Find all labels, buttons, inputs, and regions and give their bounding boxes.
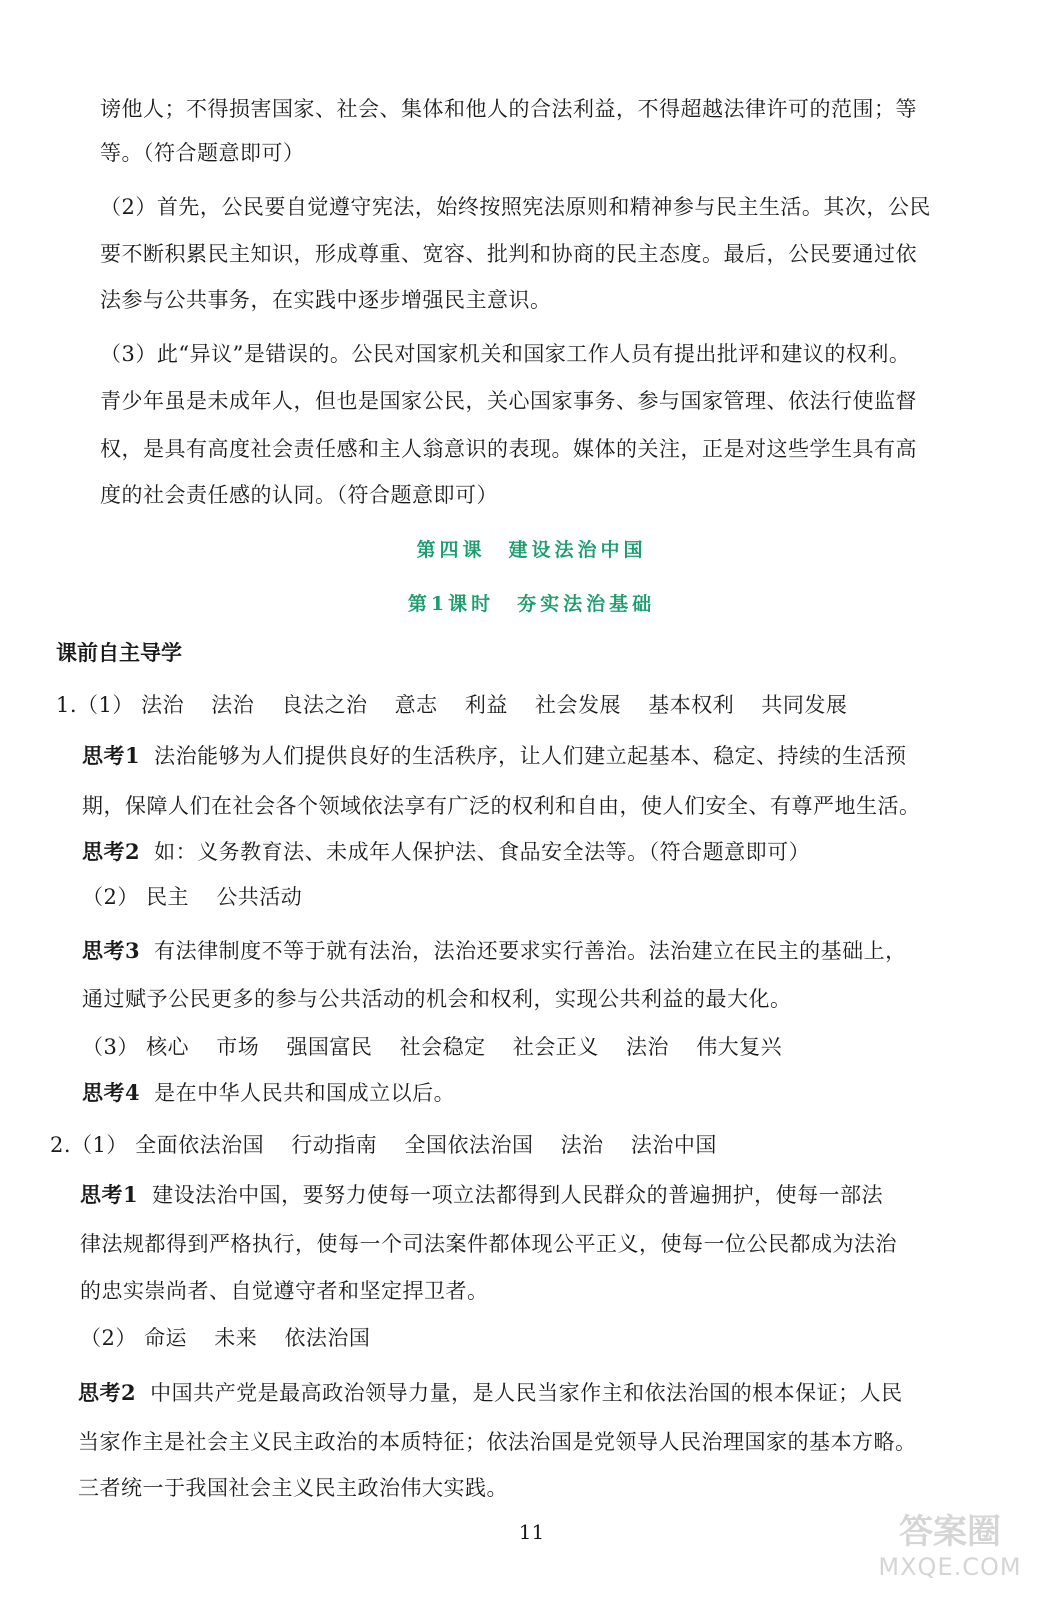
q1-part3 bbox=[82, 1032, 802, 1062]
term: 命运 bbox=[144, 1326, 188, 1350]
q1-part2 bbox=[82, 882, 322, 912]
text-line: 期，保障人们在社会各个领域依法享有广泛的权利和自由，使人们安全、有尊严地生活。 bbox=[82, 794, 921, 818]
lesson-title: 第四课 建设法治中国 bbox=[416, 539, 647, 561]
text-line: 要不断积累民主知识，形成尊重、宽容、批判和协商的民主态度。最后，公民要通过依 bbox=[100, 242, 917, 266]
term: 利益 bbox=[464, 693, 508, 717]
text-line: 三者统一于我国社会主义民主政治伟大实践。 bbox=[78, 1476, 508, 1500]
think-label: 思考2 bbox=[82, 839, 141, 864]
term: 社会稳定 bbox=[399, 1035, 486, 1059]
think-text: 有法律制度不等于就有法治，法治还要求实行善治。法治建立在民主的基础上， bbox=[154, 939, 907, 963]
text-line: （3）此“异议”是错误的。公民对国家机关和国家工作人员有提出批评和建议的权利。 bbox=[100, 342, 911, 366]
term: 法治中国 bbox=[630, 1133, 717, 1157]
term: 法治 bbox=[141, 693, 185, 717]
think-line bbox=[82, 837, 810, 867]
watermark-top-text: 答案圈 bbox=[899, 1512, 1001, 1552]
term: 基本权利 bbox=[648, 693, 735, 717]
q1-part1-prefix: 1.（1） bbox=[56, 693, 134, 717]
text-line: 法参与公共事务，在实践中逐步增强民主意识。 bbox=[100, 288, 552, 312]
think-label: 思考1 bbox=[82, 743, 141, 768]
term: 市场 bbox=[216, 1035, 260, 1059]
text-line: 谤他人；不得损害国家、社会、集体和他人的合法利益，不得超越法律许可的范围；等 bbox=[100, 97, 917, 121]
term: 社会发展 bbox=[535, 693, 622, 717]
think-label: 思考4 bbox=[82, 1080, 141, 1105]
term: 社会正义 bbox=[512, 1035, 599, 1059]
term: 全国依法治国 bbox=[404, 1133, 534, 1157]
term: 公共活动 bbox=[216, 885, 303, 909]
page-number: 11 bbox=[518, 1520, 545, 1544]
q1-part1 bbox=[56, 690, 867, 720]
think-label: 思考2 bbox=[78, 1380, 137, 1405]
watermark-bottom-text: MXQE.COM bbox=[878, 1553, 1022, 1581]
q2-part2 bbox=[80, 1323, 390, 1353]
term: 意志 bbox=[394, 693, 438, 717]
term: 伟大复兴 bbox=[696, 1035, 783, 1059]
period-title: 第1课时 夯实法治基础 bbox=[407, 593, 656, 615]
term: 共同发展 bbox=[761, 693, 848, 717]
think-line bbox=[82, 1078, 455, 1108]
text-line: 的忠实崇尚者、自觉遵守者和坚定捍卫者。 bbox=[80, 1279, 489, 1303]
term: 全面依法治国 bbox=[135, 1133, 265, 1157]
think-line bbox=[82, 741, 907, 771]
think-text: 是在中华人民共和国成立以后。 bbox=[154, 1081, 456, 1105]
text-line: 权，是具有高度社会责任感和主人翁意识的表现。媒体的关注，正是对这些学生具有高 bbox=[100, 437, 917, 461]
text-line: （2）首先，公民要自觉遵守宪法，始终按照宪法原则和精神参与民主生活。其次，公民 bbox=[100, 195, 931, 219]
term: 良法之治 bbox=[281, 693, 368, 717]
q2-part2-prefix: （2） bbox=[80, 1326, 137, 1350]
term: 强国富民 bbox=[286, 1035, 373, 1059]
think-text: 如：义务教育法、未成年人保护法、食品安全法等。（符合题意即可） bbox=[154, 840, 811, 864]
q1-part2-prefix: （2） bbox=[82, 885, 139, 909]
term: 依法治国 bbox=[284, 1326, 371, 1350]
text-line: 等。（符合题意即可） bbox=[100, 141, 305, 165]
think-text: 中国共产党是最高政治领导力量，是人民当家作主和依法治国的根本保证；人民 bbox=[150, 1381, 903, 1405]
term: 法治 bbox=[626, 1035, 669, 1059]
think-line bbox=[82, 936, 907, 966]
q2-part1-prefix: 2.（1） bbox=[50, 1133, 128, 1157]
think-label: 思考1 bbox=[80, 1182, 139, 1207]
q2-part1 bbox=[50, 1130, 737, 1160]
text-line: 通过赋予公民更多的参与公共活动的机会和权利，实现公共利益的最大化。 bbox=[82, 987, 792, 1011]
text-line: 度的社会责任感的认同。（符合题意即可） bbox=[100, 483, 498, 507]
think-line bbox=[80, 1180, 883, 1210]
term: 法治 bbox=[560, 1133, 604, 1157]
text-line: 青少年虽是未成年人，但也是国家公民，关心国家事务、参与国家管理、依法行使监督 bbox=[100, 389, 917, 413]
think-text: 法治能够为人们提供良好的生活秩序，让人们建立起基本、稳定、持续的生活预 bbox=[154, 744, 907, 768]
term: 核心 bbox=[146, 1035, 190, 1059]
term: 法治 bbox=[211, 693, 255, 717]
watermark-logo bbox=[865, 1512, 1035, 1590]
think-line bbox=[78, 1378, 903, 1408]
think-label: 思考3 bbox=[82, 938, 141, 963]
term: 未来 bbox=[214, 1326, 258, 1350]
text-line: 律法规都得到严格执行，使每一个司法案件都体现公平正义，使每一位公民都成为法治 bbox=[80, 1232, 897, 1256]
term: 民主 bbox=[146, 885, 190, 909]
term: 行动指南 bbox=[291, 1133, 378, 1157]
text-line: 当家作主是社会主义民主政治的本质特征；依法治国是党领导人民治理国家的基本方略。 bbox=[78, 1430, 917, 1454]
think-text: 建设法治中国，要努力使每一项立法都得到人民群众的普遍拥护，使每一部法 bbox=[152, 1183, 884, 1207]
q1-part3-prefix: （3） bbox=[82, 1035, 139, 1059]
section-heading: 课前自主导学 bbox=[56, 640, 182, 665]
